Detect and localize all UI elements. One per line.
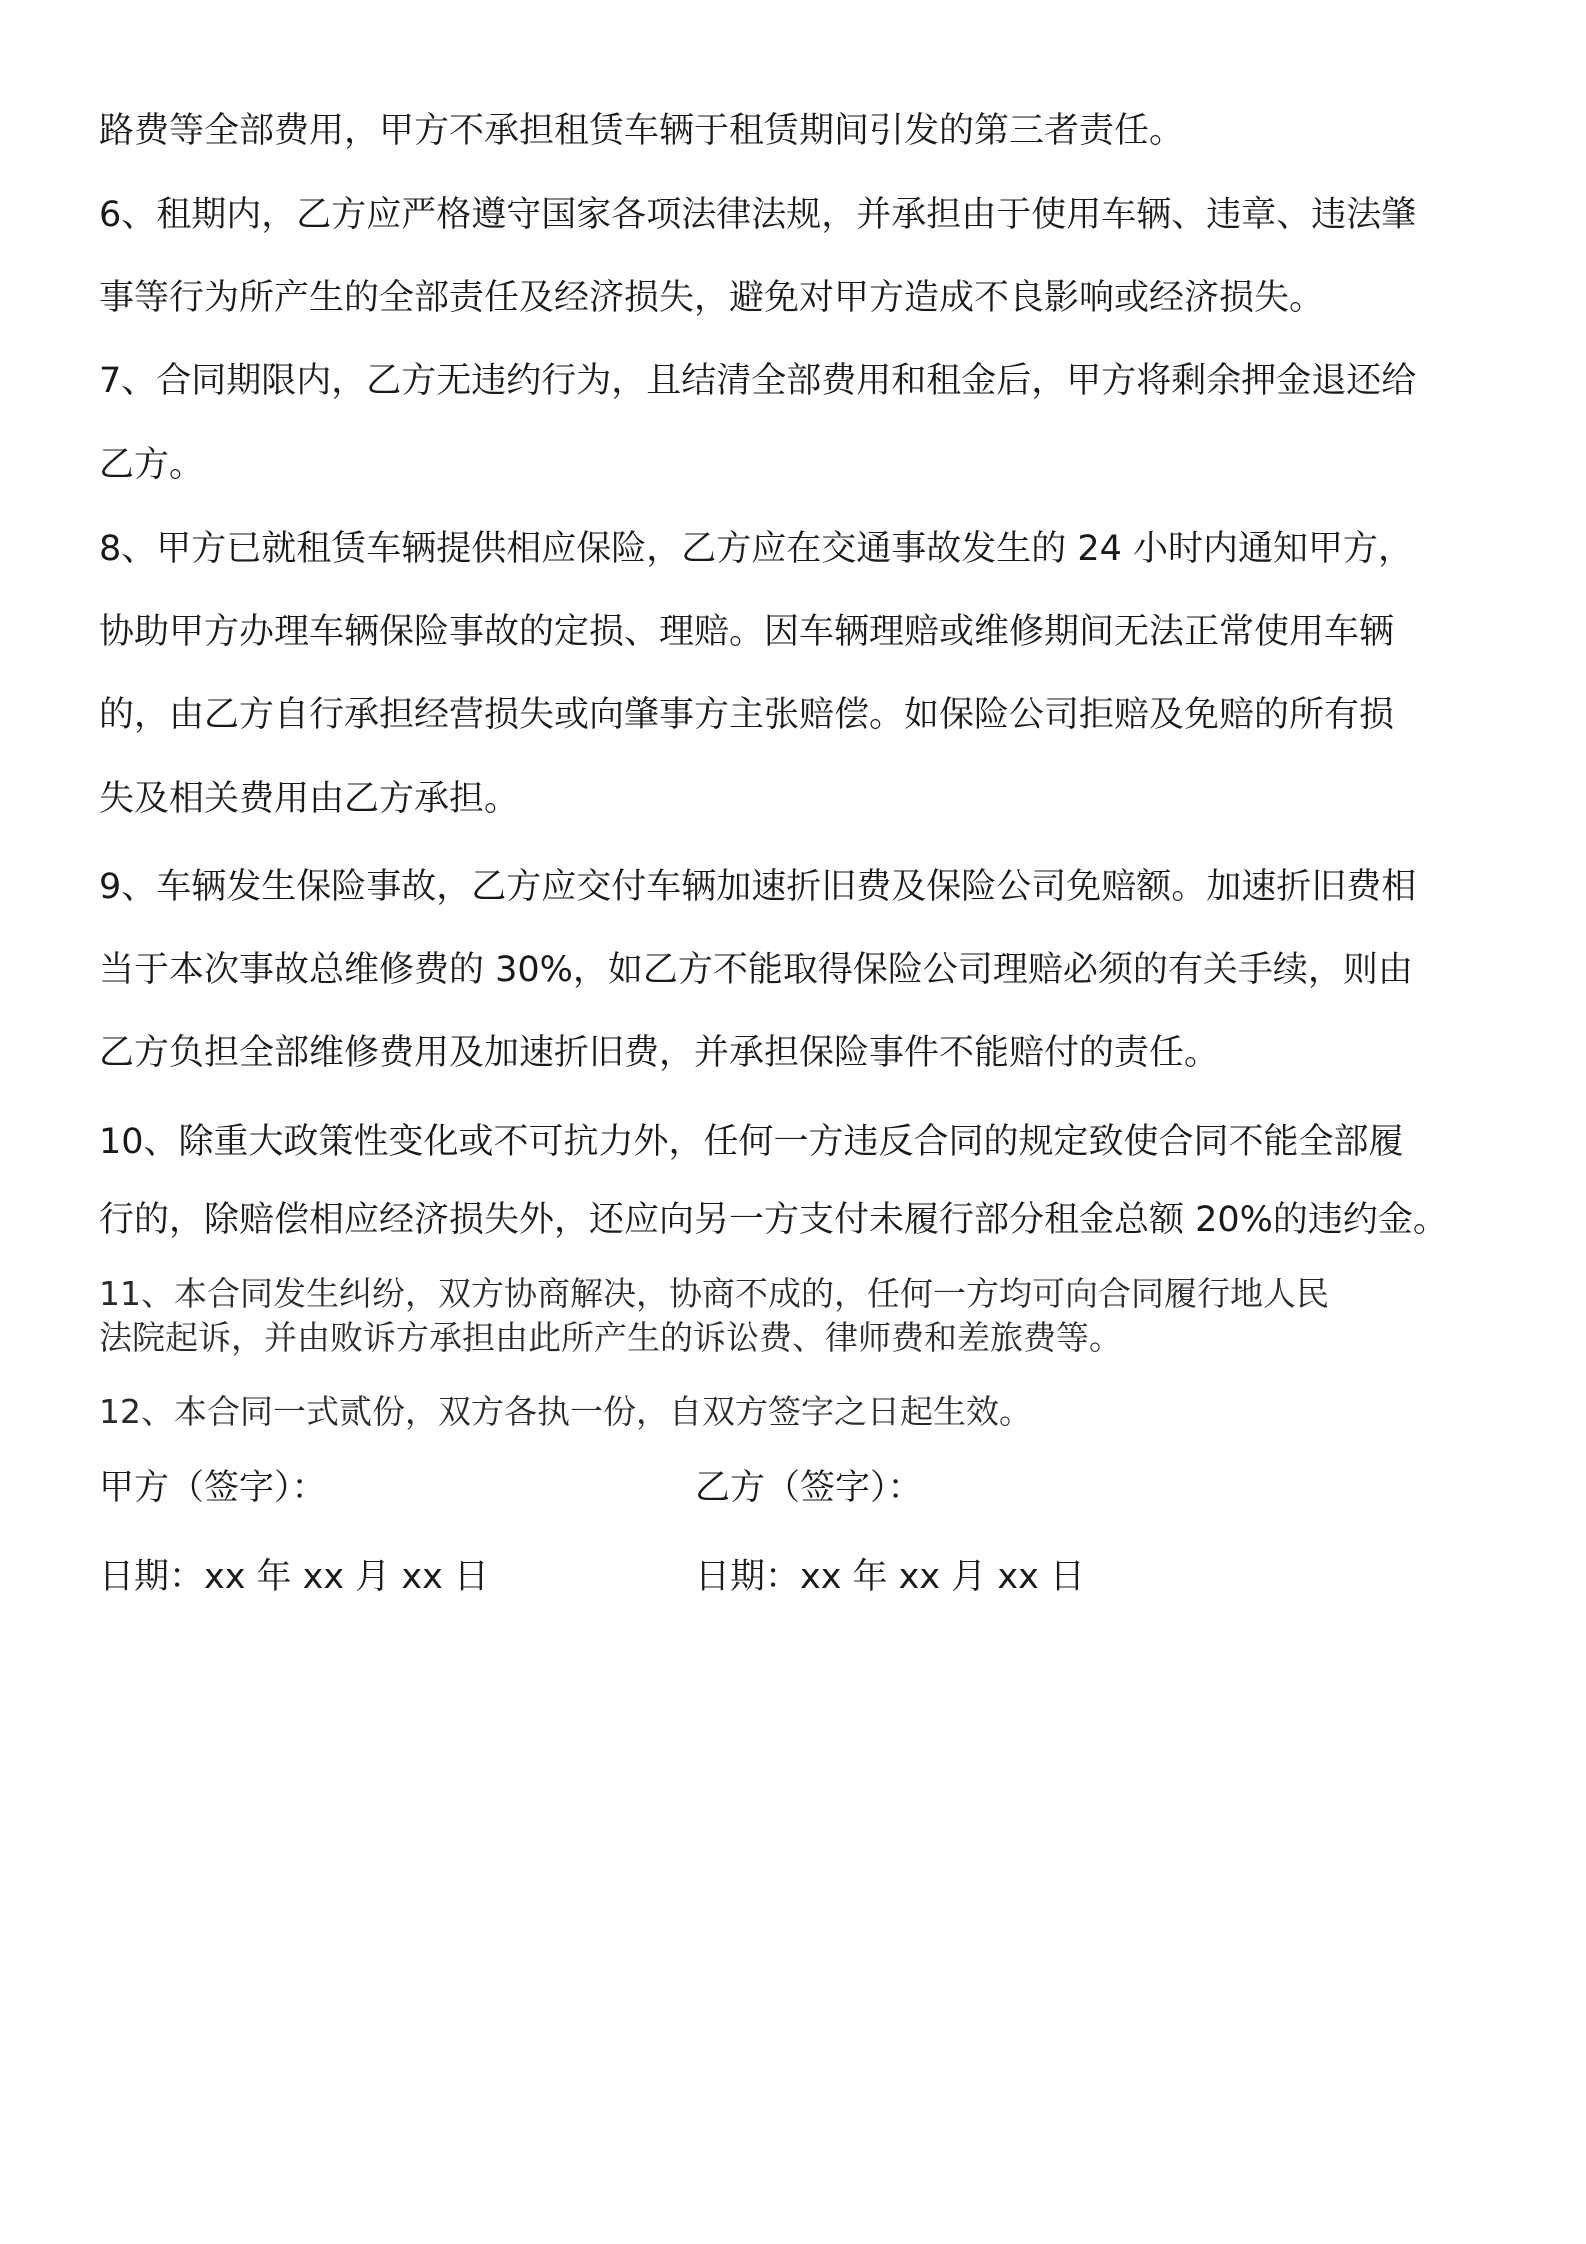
party-b-signature-label: 乙方（签字）： bbox=[695, 1468, 923, 1508]
clause-9-line-2: 当于本次事故总维修费的 30%，如乙方不能取得保险公司理赔必须的有关手续，则由 bbox=[99, 950, 1413, 990]
clause-11-line-1: 11、本合同发生纠纷，双方协商解决，协商不成的，任何一方均可向合同履行地人民 bbox=[99, 1274, 1329, 1313]
clause-12-line-1: 12、本合同一式贰份，双方各执一份，自双方签字之日起生效。 bbox=[99, 1392, 1032, 1431]
clause-8-line-3: 的，由乙方自行承担经营损失或向肇事方主张赔偿。如保险公司拒赔及免赔的所有损 bbox=[99, 695, 1395, 735]
clause-6-line-2: 事等行为所产生的全部责任及经济损失，避免对甲方造成不良影响或经济损失。 bbox=[99, 278, 1325, 318]
party-b-date: 日期：xx 年 xx 月 xx 日 bbox=[695, 1557, 1085, 1597]
clause-9-line-3: 乙方负担全部维修费用及加速折旧费，并承担保险事件不能赔付的责任。 bbox=[99, 1033, 1220, 1073]
clause-8-line-2: 协助甲方办理车辆保险事故的定损、理赔。因车辆理赔或维修期间无法正常使用车辆 bbox=[99, 612, 1395, 652]
clause-7-line-1: 7、合同期限内，乙方无违约行为，且结清全部费用和租金后，甲方将剩余押金退还给 bbox=[99, 361, 1417, 401]
text-line: 路费等全部费用，甲方不承担租赁车辆于租赁期间引发的第三者责任。 bbox=[99, 111, 1185, 151]
clause-11-line-2: 法院起诉，并由败诉方承担由此所产生的诉讼费、律师费和差旅费等。 bbox=[99, 1318, 1122, 1357]
clause-9-line-1: 9、车辆发生保险事故，乙方应交付车辆加速折旧费及保险公司免赔额。加速折旧费相 bbox=[99, 867, 1417, 907]
clause-10-line-1: 10、除重大政策性变化或不可抗力外，任何一方违反合同的规定致使合同不能全部履 bbox=[99, 1122, 1404, 1162]
party-a-signature-label: 甲方（签字）： bbox=[99, 1468, 327, 1508]
clause-10-line-2: 行的，除赔偿相应经济损失外，还应向另一方支付未履行部分租金总额 20%的违约金。 bbox=[99, 1200, 1448, 1240]
clause-8-line-4: 失及相关费用由乙方承担。 bbox=[99, 779, 520, 819]
party-a-date: 日期：xx 年 xx 月 xx 日 bbox=[99, 1557, 489, 1597]
clause-6-line-1: 6、租期内，乙方应严格遵守国家各项法律法规，并承担由于使用车辆、违章、违法肇 bbox=[99, 195, 1417, 235]
clause-8-line-1: 8、甲方已就租赁车辆提供相应保险，乙方应在交通事故发生的 24 小时内通知甲方， bbox=[99, 529, 1414, 569]
clause-7-line-2: 乙方。 bbox=[99, 445, 205, 485]
